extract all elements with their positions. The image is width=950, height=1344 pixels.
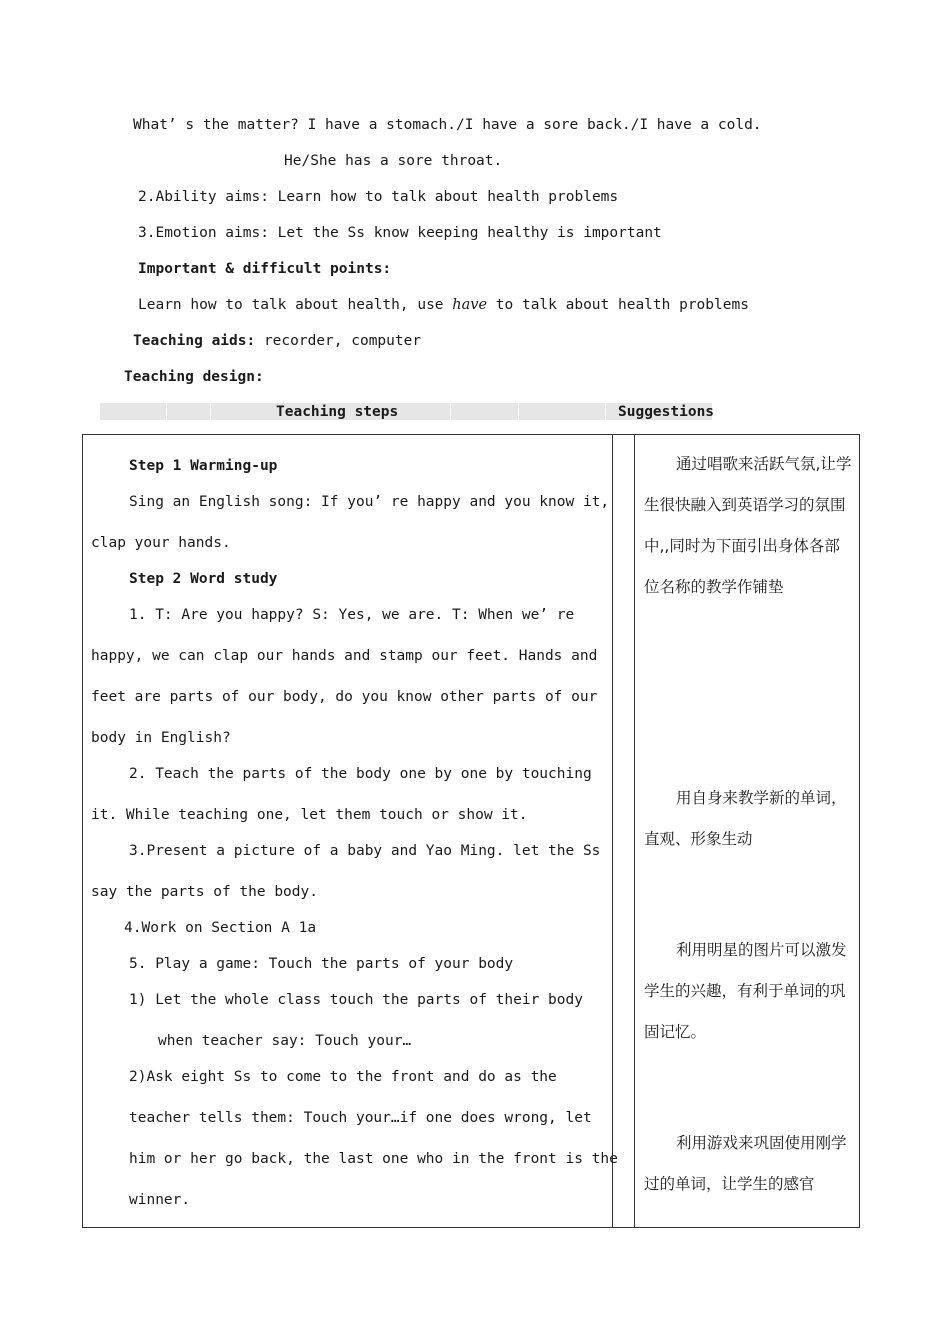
teaching-aids-label: Teaching aids: <box>133 333 256 349</box>
teaching-design-heading: Teaching design: <box>124 369 264 385</box>
step2-title: Step 2 Word study <box>129 571 278 587</box>
step1-line-b: clap your hands. <box>91 535 231 551</box>
item1-line-c: feet are parts of our body, do you know other parts of our <box>91 689 598 705</box>
suggestion-1-rest: 学生很快融入到英语学习的氛围中,,同时为下面引出身体各部位名称的教学作铺垫 <box>644 455 852 596</box>
important-em: have <box>452 297 488 313</box>
table-divider-1 <box>612 434 613 1228</box>
throat-sentence: He/She has a sore throat. <box>284 153 503 169</box>
suggestion-3 <box>644 930 852 1053</box>
suggestion-3-rest: 发学生的兴趣，有利于单词的巩固记忆。 <box>644 941 847 1041</box>
suggestion-2-first: 用自身来教学新的单 <box>676 789 816 807</box>
teaching-aids <box>133 332 421 350</box>
important-points-heading: Important & difficult points: <box>138 261 392 277</box>
item3-line-a: 3.Present a picture of a baby and Yao Ming. let the Ss <box>129 843 601 859</box>
header-suggestions: Suggestions <box>618 404 715 420</box>
emotion-aims: 3.Emotion aims: Let the Ss know keeping healthy is important <box>138 225 662 241</box>
step1-line-a: Sing an English song: If you’ re happy and you know it, <box>129 494 610 510</box>
important-points-text <box>138 296 749 314</box>
item4: 4.Work on Section A 1a <box>124 920 317 936</box>
teaching-aids-value: recorder, computer <box>255 333 422 349</box>
suggestion-4 <box>644 1123 852 1205</box>
item2-line-b: it. While teaching one, let them touch or show it. <box>91 807 528 823</box>
table-divider-2 <box>634 434 635 1228</box>
item1-line-a: 1. T: Are you happy? S: Yes, we are. T: When we’ re <box>129 607 575 623</box>
step1-title: Step 1 Warming-up <box>129 458 278 474</box>
ability-aims: 2.Ability aims: Learn how to talk about health problems <box>138 189 619 205</box>
item5: 5. Play a game: Touch the parts of your body <box>129 956 514 972</box>
matter-sentences: What’ s the matter? I have a stomach./I have a sore back./I have a cold. <box>133 117 762 133</box>
suggestion-2-rest: 词，直观、形象生动 <box>644 789 847 848</box>
game1-line-a: 1) Let the whole class touch the parts of their body <box>129 992 583 1008</box>
suggestion-1-first: 通过唱歌来活跃气氛,让 <box>676 455 836 473</box>
game2-line-c: him or her go back, the last one who in the front is the <box>129 1151 618 1167</box>
suggestion-4-rest: 学过的单词，让学生的感官 <box>644 1134 847 1193</box>
item1-line-b: happy, we can clap our hands and stamp our feet. Hands and <box>91 648 598 664</box>
item1-line-d: body in English? <box>91 730 231 746</box>
suggestion-1 <box>644 444 852 608</box>
item2-line-a: 2. Teach the parts of the body one by one by touching <box>129 766 592 782</box>
game2-line-a: 2)Ask eight Ss to come to the front and do as the <box>129 1069 557 1085</box>
suggestion-2 <box>644 778 852 860</box>
game2-line-b: teacher tells them: Touch your…if one does wrong, let <box>129 1110 592 1126</box>
game1-line-b: when teacher say: Touch your… <box>158 1033 412 1049</box>
header-teaching-steps: Teaching steps <box>276 404 399 420</box>
item3-line-b: say the parts of the body. <box>91 884 318 900</box>
suggestion-4-first: 利用游戏来巩固使用刚 <box>676 1134 832 1152</box>
suggestion-3-first: 利用明星的图片可以激 <box>676 941 832 959</box>
game2-line-d: winner. <box>129 1192 191 1208</box>
important-pre: Learn how to talk about health, use <box>138 297 453 313</box>
important-post: to talk about health problems <box>487 297 749 313</box>
